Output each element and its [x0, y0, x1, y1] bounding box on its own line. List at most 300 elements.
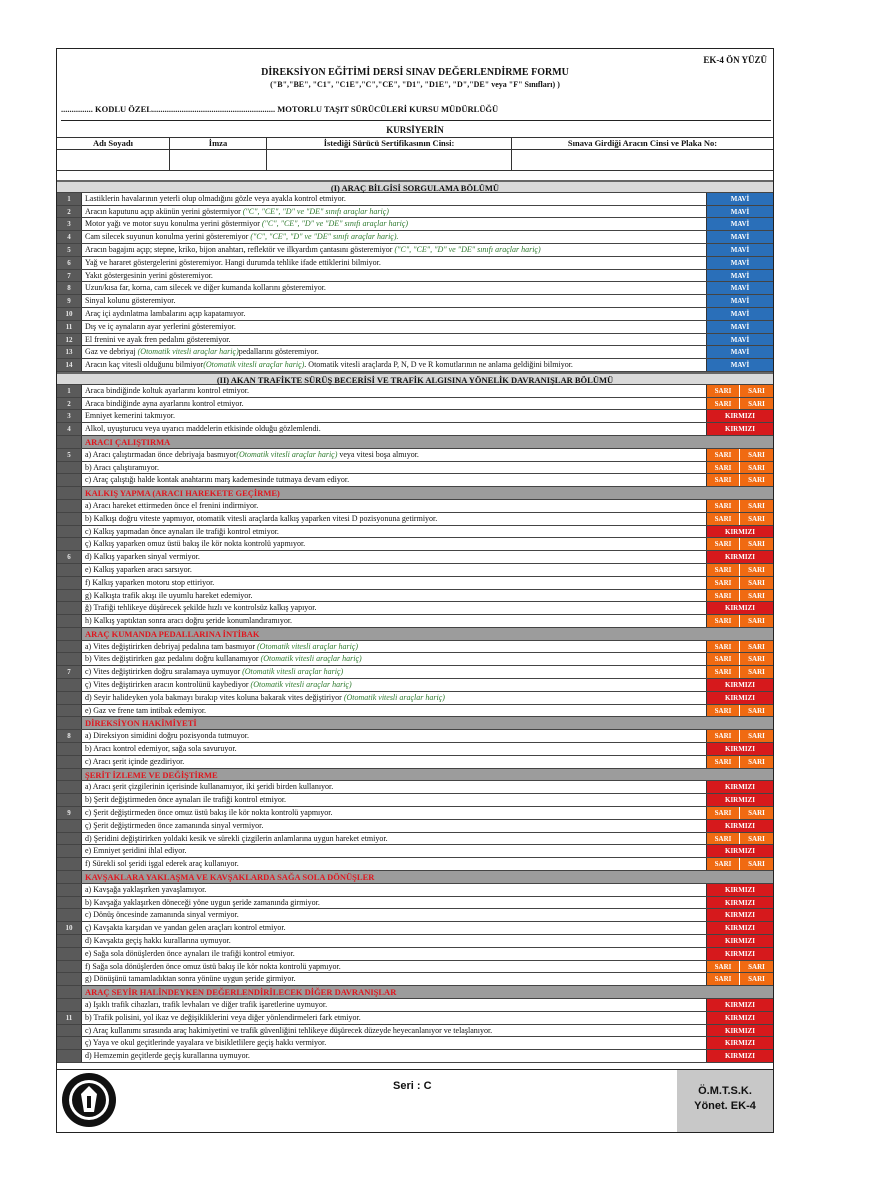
severity-cell: [706, 999, 773, 1011]
criterion-main: Sinyal kolunu gösteremiyor.: [85, 296, 176, 306]
criterion-text: [82, 244, 706, 256]
table-row: [57, 858, 773, 871]
table-row: [57, 973, 773, 986]
sari-badge[interactable]: SARI: [707, 385, 739, 397]
row-number: [57, 743, 82, 755]
kirmizi-badge[interactable]: KIRMIZI: [707, 845, 773, 857]
sari-badge[interactable]: SARI: [707, 973, 739, 985]
criterion-text: [82, 730, 706, 742]
severity-cell: [706, 756, 773, 768]
criterion-main: b) Trafik polisini, yol ikaz ve değişikliklerini veya diğer yönlendirmeleri fark etmiyor.: [85, 1012, 361, 1022]
sari-badge[interactable]: SARI: [707, 462, 739, 474]
severity-cell: [706, 551, 773, 563]
criterion-text: [82, 897, 706, 909]
criterion-main: g) Dönüşünü tamamladıktan sonra yönüne uygun şeride girmiyor.: [85, 974, 296, 984]
kirmizi-badge[interactable]: KIRMIZI: [707, 551, 773, 563]
criterion-main: c) Kalkış yapmadan önce aynaları ile trafiği kontrol etmiyor.: [85, 526, 279, 536]
row-number: [57, 756, 82, 768]
kirmizi-badge[interactable]: KIRMIZI: [707, 794, 773, 806]
criterion-main: Aracın kaç vitesli olduğunu bilmiyor: [85, 360, 204, 370]
table-row: [57, 218, 773, 231]
severity-cell: [706, 295, 773, 307]
severity-cell: [706, 244, 773, 256]
row-number: 14: [57, 359, 82, 371]
criterion-main: b) Kavşağa yaklaşırken döneceği yöne uygun şeride zamanında girmiyor.: [85, 897, 320, 907]
subsection-row: [57, 986, 773, 999]
criterion-main: d) Şeridini değiştirirken yoldaki kesik ve sürekli çizgilerin anlamlarına uygun hareket etmiyor.: [85, 833, 388, 843]
criterion-main: e) Kalkış yaparken aracı sarsıyor.: [85, 564, 192, 574]
criterion-main: a) Aracı hareket ettirmeden önce el frenini indirmiyor.: [85, 500, 259, 510]
subsection-row: [57, 487, 773, 500]
sari-badge[interactable]: SARI: [707, 858, 739, 870]
severity-cell: [706, 564, 773, 576]
criterion-note: (Otomatik vitesli araçlar hariç): [260, 654, 362, 664]
row-number: [57, 845, 82, 857]
row-number: [57, 909, 82, 921]
sari-badge[interactable]: SARI: [739, 666, 773, 678]
kirmizi-badge[interactable]: KIRMIZI: [707, 935, 773, 947]
criterion-main: ç) Yaya ve okul geçitlerinde yayalara ve bisikletlilere geçiş hakkı vermiyor.: [85, 1038, 327, 1048]
row-number: 11: [57, 321, 82, 333]
sari-badge[interactable]: SARI: [707, 564, 739, 576]
row-number: [57, 602, 82, 614]
sari-badge[interactable]: SARI: [707, 590, 739, 602]
mavi-badge[interactable]: MAVİ: [707, 321, 773, 333]
severity-cell: [706, 615, 773, 627]
subsection-row: [57, 628, 773, 641]
criterion-main: Aracın bagajını açıp; stepne, kriko, bijon anahtarı, reflektör ve ilkyardım çantasını gösteremiyor: [85, 244, 395, 254]
sari-badge[interactable]: SARI: [739, 385, 773, 397]
row-number: [57, 961, 82, 973]
sari-badge[interactable]: SARI: [707, 474, 739, 486]
table-row: [57, 551, 773, 564]
sari-badge[interactable]: SARI: [739, 564, 773, 576]
criterion-text: [82, 1012, 706, 1024]
severity-cell: [706, 666, 773, 678]
criterion-main: a) Kavşağa yaklaşırken yavaşlamıyor.: [85, 884, 207, 894]
sari-badge[interactable]: SARI: [707, 833, 739, 845]
criterion-text: [82, 641, 706, 653]
table-row: [57, 692, 773, 705]
row-number: [57, 526, 82, 538]
sari-badge[interactable]: SARI: [707, 807, 739, 819]
row-number: [57, 538, 82, 550]
trainee-input-row: [57, 149, 773, 171]
criterion-text: [82, 653, 706, 665]
criterion-note: (Otomatik vitesli araçlar hariç): [236, 449, 338, 459]
criterion-main: Uzun/kısa far, korna, cam silecek ve diğer kumanda kollarını gösteremiyor.: [85, 283, 326, 293]
kirmizi-badge[interactable]: KIRMIZI: [707, 909, 773, 921]
table-row: [57, 308, 773, 321]
table-row: [57, 999, 773, 1012]
criterion-text: [82, 973, 706, 985]
sari-badge[interactable]: SARI: [739, 474, 773, 486]
severity-cell: [706, 909, 773, 921]
criterion-main: a) Işıklı trafik cihazları, trafik levhaları ve diğer trafik işaretlerine uymuyor.: [85, 1000, 328, 1009]
sari-badge[interactable]: SARI: [707, 641, 739, 653]
table-row: [57, 462, 773, 475]
kirmizi-badge[interactable]: KIRMIZI: [707, 1050, 773, 1062]
criterion-text: [82, 679, 706, 691]
criterion-main: Alkol, uyuşturucu veya uyarıcı maddelerin etkisinde olduğu gözlemlendi.: [85, 424, 321, 434]
criterion-main: ç) Şerit değiştirmeden önce zamanında sinyal vermiyor.: [85, 820, 264, 830]
criterion-text: [82, 321, 706, 333]
row-number: 2: [57, 398, 82, 410]
kirmizi-badge[interactable]: KIRMIZI: [707, 999, 773, 1011]
sari-badge[interactable]: SARI: [739, 641, 773, 653]
sari-badge[interactable]: SARI: [739, 449, 773, 461]
kirmizi-badge[interactable]: KIRMIZI: [707, 692, 773, 704]
criterion-text: [82, 884, 706, 896]
sari-badge[interactable]: SARI: [739, 756, 773, 768]
criterion-note: ("C", "CE", "D" ve "DE" sınıfı araçlar hariç): [394, 244, 541, 254]
kirmizi-badge[interactable]: KIRMIZI: [707, 922, 773, 934]
row-number: [57, 1037, 82, 1049]
table-row: [57, 884, 773, 897]
sari-badge[interactable]: SARI: [707, 513, 739, 525]
mavi-badge[interactable]: MAVİ: [707, 244, 773, 256]
severity-cell: [706, 794, 773, 806]
criterion-main: d) Seyir halideyken yola bakmayı bırakıp vites koluna bakarak vites değiştiriyor: [85, 692, 344, 702]
mavi-badge[interactable]: MAVİ: [707, 282, 773, 294]
form-code-box: [677, 1070, 773, 1132]
severity-cell: [706, 807, 773, 819]
sari-badge[interactable]: SARI: [707, 666, 739, 678]
criterion-main: Lastiklerin havalarının yeterli olup olmadığını gözle veya ayakla kontrol etmiyor.: [85, 193, 346, 203]
criterion-text: [82, 398, 706, 410]
criterion-note: (Otomatik vitesli araçlar hariç): [242, 667, 344, 677]
sari-badge[interactable]: SARI: [739, 538, 773, 550]
criterion-main: d) Kavşakta geçiş hakkı kurallarına uymuyor.: [85, 936, 231, 946]
criterion-main: Gaz ve debriyaj: [85, 347, 138, 357]
criterion-text: [82, 756, 706, 768]
severity-cell: [706, 948, 773, 960]
sari-badge[interactable]: SARI: [739, 398, 773, 410]
criterion-text: [82, 474, 706, 486]
sari-badge[interactable]: SARI: [739, 973, 773, 985]
vehicle-field[interactable]: [512, 149, 773, 170]
row-number: [57, 513, 82, 525]
sari-badge[interactable]: SARI: [739, 653, 773, 665]
sari-badge[interactable]: SARI: [707, 653, 739, 665]
criterion-text: [82, 334, 706, 346]
criterion-main: ç) Vites değiştirirken aracın kontrolünü kaybediyor: [85, 680, 251, 690]
sari-badge[interactable]: SARI: [739, 858, 773, 870]
table-row: [57, 590, 773, 603]
criterion-text: [82, 1025, 706, 1037]
kirmizi-badge[interactable]: KIRMIZI: [707, 743, 773, 755]
sari-badge[interactable]: SARI: [707, 449, 739, 461]
criterion-text: [82, 551, 706, 563]
severity-cell: [706, 1012, 773, 1024]
kirmizi-badge[interactable]: KIRMIZI: [707, 781, 773, 793]
criterion-text: [82, 935, 706, 947]
signature-header: İmza: [170, 138, 267, 149]
subsection-title: KAVŞAKLARA YAKLAŞMA VE KAVŞAKLARDA SAĞA SOLA DÖNÜŞLER: [85, 872, 375, 883]
sari-badge[interactable]: SARI: [739, 615, 773, 627]
criterion-text: [82, 206, 706, 218]
criterion-main: El frenini ve ayak fren pedalını gösteremiyor.: [85, 334, 231, 344]
table-row: [57, 615, 773, 628]
severity-cell: [706, 922, 773, 934]
severity-cell: [706, 973, 773, 985]
criterion-tail: pedallarını gösteremiyor.: [238, 347, 319, 357]
criterion-text: [82, 270, 706, 282]
criterion-text: [82, 820, 706, 832]
omtsk-label: Ö.M.T.S.K.: [698, 1085, 752, 1097]
sari-badge[interactable]: SARI: [739, 577, 773, 589]
subsection-title: KALKIŞ YAPMA (ARACI HAREKETE GEÇİRME): [85, 488, 280, 499]
criterion-text: [82, 500, 706, 512]
criterion-text: [82, 295, 706, 307]
sari-badge[interactable]: SARI: [739, 590, 773, 602]
criterion-main: Cam silecek suyunun konulma yerini gösteremiyor: [85, 232, 251, 242]
mavi-badge[interactable]: MAVİ: [707, 334, 773, 346]
sari-badge[interactable]: SARI: [739, 807, 773, 819]
sari-badge[interactable]: SARI: [739, 500, 773, 512]
section-title: (I) ARAÇ BİLGİSİ SORGULAMA BÖLÜMÜ: [57, 180, 773, 193]
criterion-note: ("C", "CE", "D" ve "DE" sınıfı araçlar hariç): [242, 206, 389, 216]
criterion-text: [82, 845, 706, 857]
criterion-text: [82, 513, 706, 525]
severity-cell: [706, 257, 773, 269]
row-number: [57, 871, 82, 883]
row-number: [57, 679, 82, 691]
table-row: [57, 730, 773, 743]
kirmizi-badge[interactable]: KIRMIZI: [707, 602, 773, 614]
severity-cell: [706, 526, 773, 538]
sari-badge[interactable]: SARI: [739, 462, 773, 474]
severity-cell: [706, 398, 773, 410]
certificate-field[interactable]: [267, 149, 512, 170]
mavi-badge[interactable]: MAVİ: [707, 193, 773, 205]
severity-cell: [706, 653, 773, 665]
trainee-title: KURSİYERİN: [386, 125, 444, 135]
sari-badge[interactable]: SARI: [739, 513, 773, 525]
table-row: [57, 398, 773, 411]
table-row: [57, 577, 773, 590]
mavi-badge[interactable]: MAVİ: [707, 218, 773, 230]
row-number: 3: [57, 218, 82, 230]
row-number: [57, 1025, 82, 1037]
subsection-title: DİREKSİYON HAKİMİYETİ: [85, 718, 197, 729]
severity-cell: [706, 884, 773, 896]
mavi-badge[interactable]: MAVİ: [707, 206, 773, 218]
severity-cell: [706, 1037, 773, 1049]
sari-badge[interactable]: SARI: [707, 398, 739, 410]
mavi-badge[interactable]: MAVİ: [707, 359, 773, 371]
criterion-text: [82, 257, 706, 269]
row-number: [57, 833, 82, 845]
sari-badge[interactable]: SARI: [707, 538, 739, 550]
criterion-note: (Otomatik vitesli araçlar hariç): [343, 692, 445, 702]
subsection-row: [57, 769, 773, 782]
criterion-main: ç) Kalkış yaparken omuz üstü bakış ile kör nokta kontrolü yapmıyor.: [85, 539, 306, 549]
criterion-text: [82, 692, 706, 704]
sari-badge[interactable]: SARI: [739, 961, 773, 973]
criterion-text: [82, 218, 706, 230]
school-line: ............... KODLU ÖZEL.......................................................... MOTORLU TAŞIT SÜRÜCÜLERİ KURSU MÜDÜRLÜĞÜ: [61, 104, 771, 121]
criterion-main: a) Vites değiştirirken debriyaj pedalına tam basmıyor: [85, 641, 257, 651]
criterion-note: (Otomatik vitesli araçlar hariç): [250, 680, 352, 690]
row-number: 4: [57, 423, 82, 435]
criterion-main: Emniyet kemerini takmıyor.: [85, 411, 175, 421]
row-number: [57, 986, 82, 998]
row-number: [57, 653, 82, 665]
criterion-main: a) Direksiyon simidini doğru pozisyonda tutmuyor.: [85, 731, 249, 741]
sari-badge[interactable]: SARI: [739, 833, 773, 845]
criterion-main: d) Kalkış yaparken sinyal vermiyor.: [85, 552, 200, 562]
table-row: [57, 666, 773, 679]
kirmizi-badge[interactable]: KIRMIZI: [707, 884, 773, 896]
table-row: [57, 206, 773, 219]
kirmizi-badge[interactable]: KIRMIZI: [707, 820, 773, 832]
criterion-main: e) Sağa sola dönüşlerden önce aynaları ile trafiği kontrol etmiyor.: [85, 948, 295, 958]
kirmizi-badge[interactable]: KIRMIZI: [707, 423, 773, 435]
mavi-badge[interactable]: MAVİ: [707, 231, 773, 243]
signature-field[interactable]: [170, 149, 267, 170]
criterion-note: (Otomatik vitesli araçlar hariç): [257, 641, 359, 651]
kirmizi-badge[interactable]: KIRMIZI: [707, 526, 773, 538]
severity-cell: [706, 1025, 773, 1037]
row-number: [57, 884, 82, 896]
criterion-main: c) Araç kullanımı sırasında araç hakimiyetini ve trafik güvenliğini tehlikeye düşürecek düzeyde heyecanlanıyor ve telaşlanıyor.: [85, 1025, 493, 1035]
table-row: [57, 1050, 773, 1063]
sari-badge[interactable]: SARI: [707, 730, 739, 742]
subsection-row: [57, 871, 773, 884]
sari-badge[interactable]: SARI: [707, 756, 739, 768]
name-field[interactable]: [57, 149, 170, 170]
table-row: [57, 334, 773, 347]
criterion-main: e) Gaz ve frene tam intibak edemiyor.: [85, 705, 207, 715]
severity-cell: [706, 538, 773, 550]
criterion-main: Motor yağı ve motor suyu konulma yerini göstermiyor: [85, 219, 262, 229]
criterion-text: [82, 666, 706, 678]
mavi-badge[interactable]: MAVİ: [707, 270, 773, 282]
table-row: [57, 833, 773, 846]
row-number: [57, 820, 82, 832]
sari-badge[interactable]: SARI: [707, 577, 739, 589]
severity-cell: [706, 410, 773, 422]
criterion-text: [82, 538, 706, 550]
severity-cell: [706, 590, 773, 602]
table-row: [57, 641, 773, 654]
row-number: [57, 615, 82, 627]
severity-cell: [706, 1050, 773, 1062]
row-number: 13: [57, 346, 82, 358]
kirmizi-badge[interactable]: KIRMIZI: [707, 410, 773, 422]
criterion-main: ç) Kavşakta karşıdan ve yandan gelen araçları kontrol etmiyor.: [85, 923, 286, 933]
exam-form: [56, 48, 774, 1133]
row-number: [57, 897, 82, 909]
criterion-text: [82, 462, 706, 474]
criterion-main: a) Aracı şerit çizgilerinin içerisinde kullanamıyor, iki şeridi birden kullanıyor.: [85, 782, 334, 792]
criterion-main: h) Kalkış yaptıktan sonra aracı doğru şeride konumlandıramıyor.: [85, 616, 293, 626]
criterion-text: [82, 193, 706, 205]
sari-badge[interactable]: SARI: [707, 961, 739, 973]
criterion-text: [82, 308, 706, 320]
row-number: 9: [57, 295, 82, 307]
criterion-tail: . Otomatik vitesli araçlarda P, N, D ve R komutlarının ne anlama geldiğini bilmiyor.: [304, 360, 573, 370]
ek-label: EK-4 ÖN YÜZÜ: [703, 55, 767, 65]
criterion-text: [82, 743, 706, 755]
criterion-main: Yağ ve hararet göstergelerini gösteremiyor. Hangi durumda tehlike ifade ettiklerini bilmiyor.: [85, 257, 381, 267]
severity-cell: [706, 193, 773, 205]
sari-badge[interactable]: SARI: [739, 730, 773, 742]
criterion-text: [82, 833, 706, 845]
row-number: [57, 794, 82, 806]
table-row: [57, 359, 773, 372]
severity-cell: [706, 334, 773, 346]
mavi-badge[interactable]: MAVİ: [707, 295, 773, 307]
criterion-text: [82, 602, 706, 614]
table-row: [57, 909, 773, 922]
severity-cell: [706, 270, 773, 282]
form-footer: [57, 1069, 773, 1132]
severity-cell: [706, 692, 773, 704]
criterion-main: a) Aracı çalıştırmadan önce debriyaja basmıyor: [85, 449, 237, 459]
table-row: [57, 1025, 773, 1038]
mavi-badge[interactable]: MAVİ: [707, 257, 773, 269]
table-row: [57, 961, 773, 974]
mavi-badge[interactable]: MAVİ: [707, 308, 773, 320]
severity-cell: [706, 218, 773, 230]
kirmizi-badge[interactable]: KIRMIZI: [707, 1012, 773, 1024]
row-number: [57, 948, 82, 960]
form-title: DİREKSİYON EĞİTİMİ DERSİ SINAV DEĞERLENDİRME FORMU: [261, 67, 569, 78]
row-number: [57, 462, 82, 474]
criterion-main: c) Araç çalıştığı halde kontak anahtarını marş kademesinde tutmaya devam ediyor.: [85, 475, 350, 485]
name-header: Adı Soyadı: [57, 138, 170, 149]
row-number: 1: [57, 385, 82, 397]
form-subtitle: ("B","BE", "C1", "C1E","C","CE", "D1", "D1E", "D","DE" veya "F" Sınıfları) ): [270, 80, 560, 89]
row-number: [57, 590, 82, 602]
table-row: [57, 321, 773, 334]
severity-cell: [706, 705, 773, 717]
criterion-main: Araca bindiğinde koltuk ayarlarını kontrol etmiyor.: [85, 385, 249, 395]
criterion-note: (Otomatik vitesli araçlar hariç): [137, 347, 239, 357]
row-number: 6: [57, 551, 82, 563]
vehicle-header: Sınava Girdiği Aracın Cinsi ve Plaka No:: [567, 138, 718, 148]
table-row: [57, 679, 773, 692]
kirmizi-badge[interactable]: KIRMIZI: [707, 948, 773, 960]
row-number: [57, 641, 82, 653]
severity-cell: [706, 449, 773, 461]
kirmizi-badge[interactable]: KIRMIZI: [707, 1025, 773, 1037]
table-row: [57, 193, 773, 206]
sari-badge[interactable]: SARI: [707, 615, 739, 627]
criterion-text: [82, 961, 706, 973]
criterion-main: d) Hemzemin geçitlerde geçiş kurallarına uymuyor.: [85, 1051, 250, 1061]
sari-badge[interactable]: SARI: [739, 705, 773, 717]
criterion-text: [82, 231, 706, 243]
kirmizi-badge[interactable]: KIRMIZI: [707, 897, 773, 909]
table-row: [57, 897, 773, 910]
mavi-badge[interactable]: MAVİ: [707, 346, 773, 358]
severity-cell: [706, 833, 773, 845]
table-row: [57, 948, 773, 961]
criterion-text: [82, 346, 706, 358]
kirmizi-badge[interactable]: KIRMIZI: [707, 1037, 773, 1049]
severity-cell: [706, 282, 773, 294]
criterion-text: [82, 526, 706, 538]
severity-cell: [706, 641, 773, 653]
table-row: [57, 743, 773, 756]
kirmizi-badge[interactable]: KIRMIZI: [707, 679, 773, 691]
sari-badge[interactable]: SARI: [707, 705, 739, 717]
criterion-main: g) Kalkışta trafik akışı ile uyumlu hareket edemiyor.: [85, 590, 253, 600]
sari-badge[interactable]: SARI: [707, 500, 739, 512]
